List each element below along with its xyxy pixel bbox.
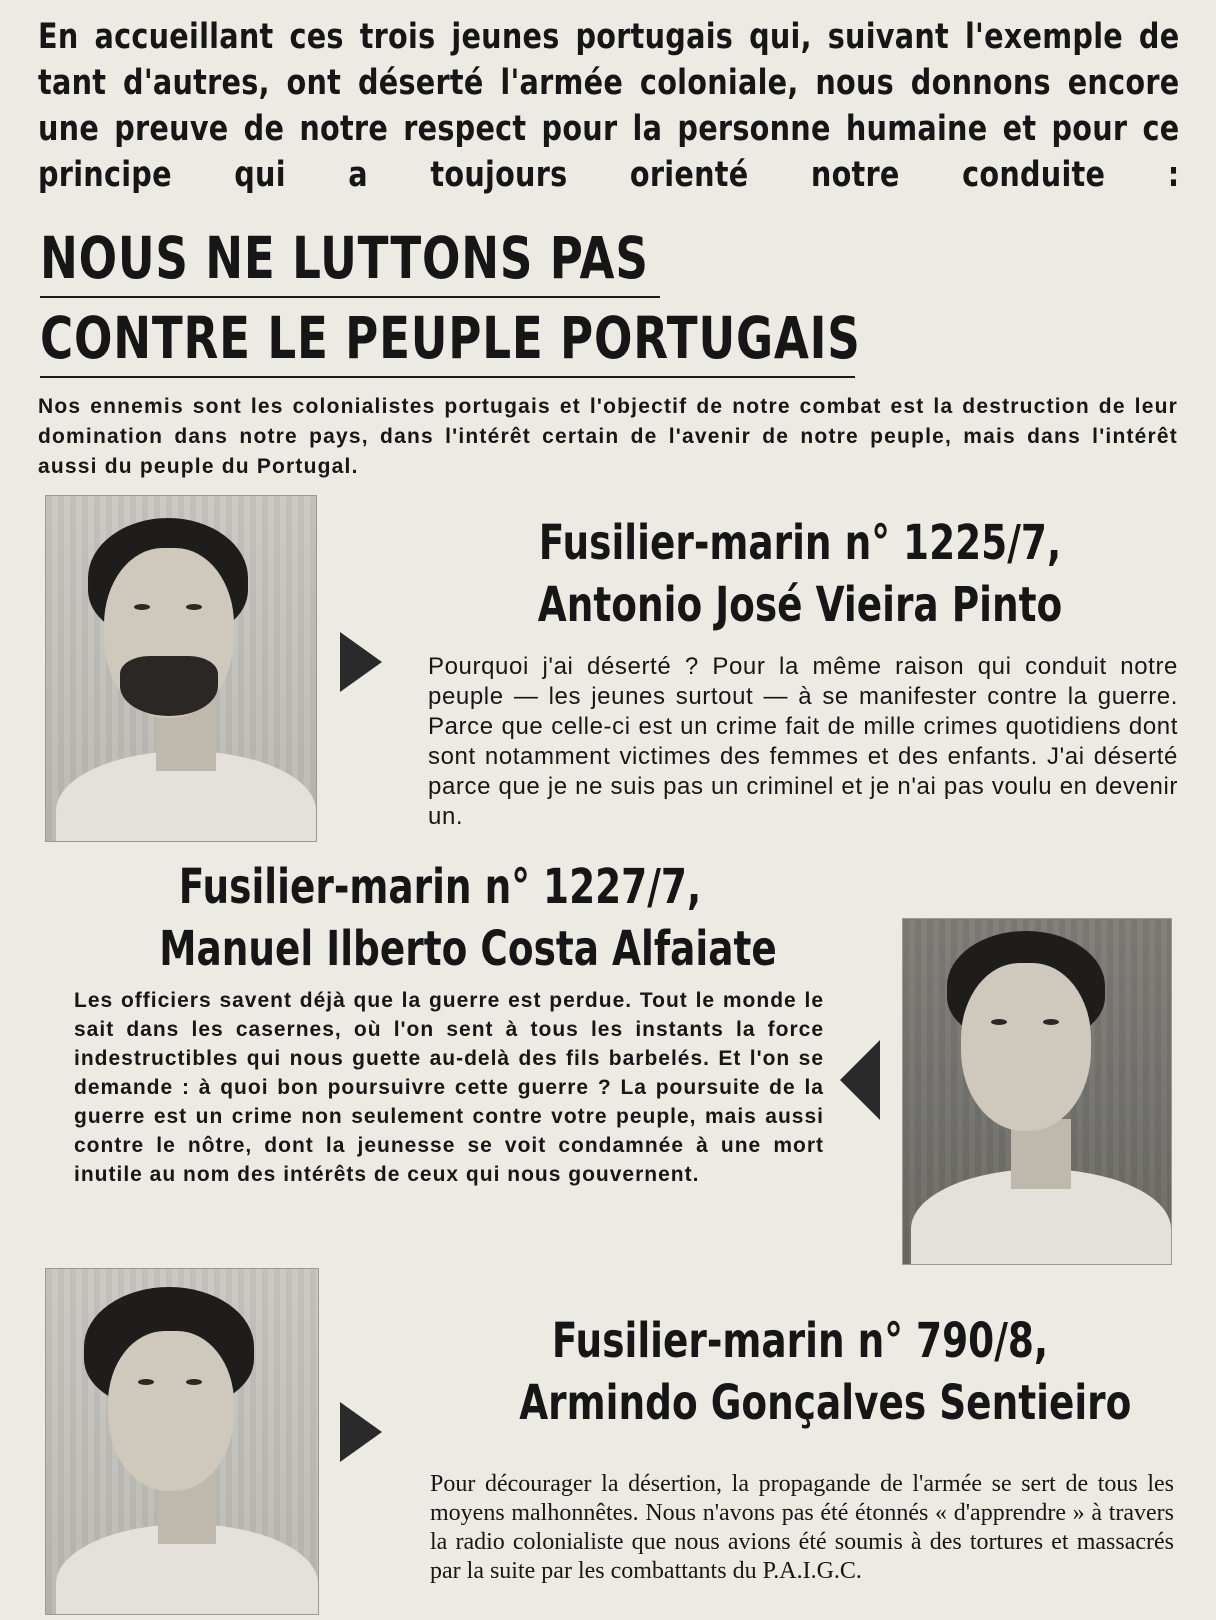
headline-underline-2 xyxy=(40,376,855,378)
soldier-1-name: Antonio José Vieira Pinto xyxy=(537,577,1063,633)
portrait-photo-3 xyxy=(45,1268,319,1615)
portrait-photo-2 xyxy=(902,918,1172,1265)
soldier-1-quote: Pourquoi j'ai déserté ? Pour la même raison qui conduit notre peuple — les jeunes surtout — à se manifester contre la guerre. Parce que celle-ci est un crime fait de mille crimes quotidiens dont sont notamment victimes des femmes et des enfants. J'ai déserté parce que je ne suis pas un criminel et je n'ai pas voulu en devenir un. xyxy=(428,653,1178,830)
soldier-1-rank: Fusilier-marin n° 1225/7, xyxy=(538,515,1062,571)
arrow-right-icon-3 xyxy=(340,1402,382,1462)
soldier-2-quote: Les officiers savent déjà que la guerre est perdue. Tout le monde le sait dans les casernes, où l'on sent à tous les instants la force indestructibles qui nous guette au-delà des fils barbelés. Et l'on se demande : à quoi bon poursuivre cette guerre ? La poursuite de la guerre est un crime non seulement contre votre peuple, mais aussi contre le nôtre, dont la jeunesse se voit condamnée à une mort inutile au nom des intérêts de ceux qui nous gouvernent. xyxy=(74,989,824,1186)
arrow-left-icon-2 xyxy=(840,1040,880,1120)
soldier-2-name: Manuel Ilberto Costa Alfaiate xyxy=(159,921,777,977)
soldier-3-name: Armindo Gonçalves Sentieiro xyxy=(519,1375,1132,1431)
headline-line-2: CONTRE LE PEUPLE PORTUGAIS xyxy=(40,304,861,372)
soldier-3-heading xyxy=(519,1310,1132,1434)
arrow-right-icon-1 xyxy=(340,632,382,692)
headline-line-1: NOUS NE LUTTONS PAS xyxy=(40,224,649,292)
soldier-2-rank: Fusilier-marin n° 1227/7, xyxy=(178,859,702,915)
headline-underline-1 xyxy=(40,296,660,298)
lede-paragraph: Nos ennemis sont les colonialistes portugais et l'objectif de notre combat est la destruction de leur domination dans notre pays, dans l'intérêt certain de l'avenir de notre peuple, mais dans l'intérêt aussi du peuple du Portugal. xyxy=(38,395,1178,478)
soldier-3-rank: Fusilier-marin n° 790/8, xyxy=(551,1313,1049,1369)
soldier-3-quote: Pour décourager la désertion, la propagande de l'armée se sert de tous les moyens malhonnêtes. Nous n'avons pas été étonnés « d'apprendre » à travers la radio colonialiste que nous avions été soumis à des tortures et massacrés par la suite par les combattants du P.A.I.G.C. xyxy=(430,1471,1174,1584)
soldier-1-heading xyxy=(519,512,1081,636)
soldier-2-heading xyxy=(159,856,777,980)
intro-paragraph: En accueillant ces trois jeunes portugais qui, suivant l'exemple de tant d'autres, ont déserté l'armée coloniale, nous donnons encore une preuve de notre respect pour la personne humaine et pour ce principe qui a toujours orienté notre conduite : xyxy=(38,17,1180,195)
portrait-photo-1 xyxy=(45,495,317,842)
